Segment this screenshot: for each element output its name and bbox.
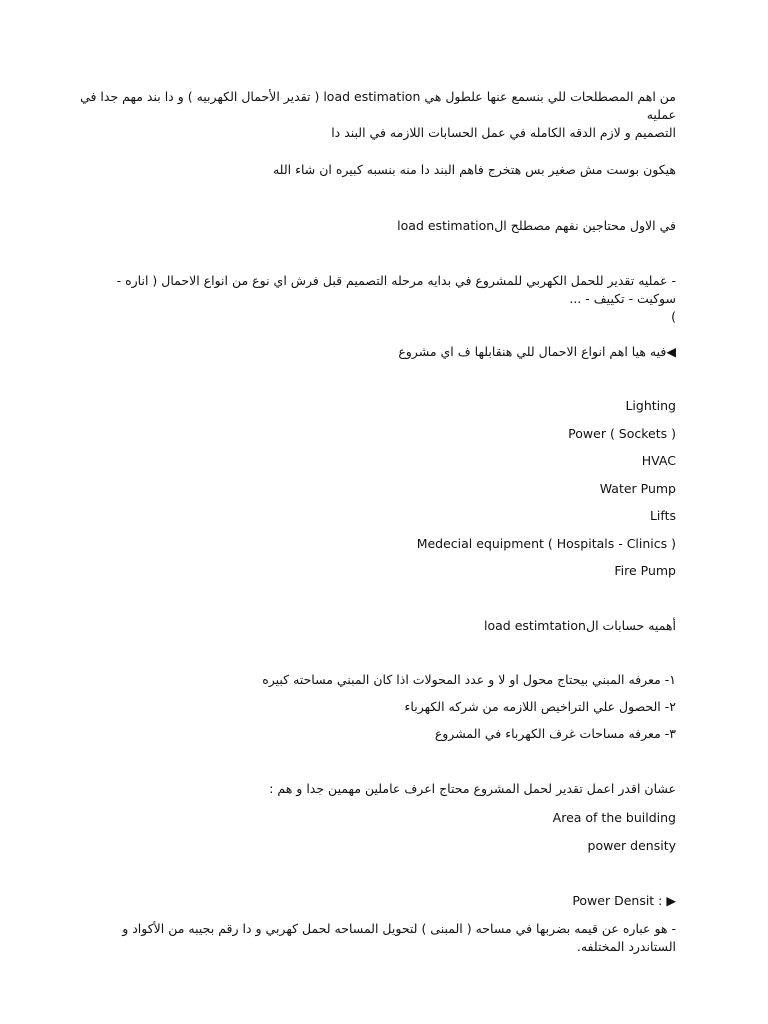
- load-type-item: Lighting: [625, 398, 676, 413]
- document-page: [80, 0, 676, 1024]
- heading-understand: [92, 217, 676, 235]
- load-type-item: Lifts: [649, 508, 676, 523]
- importance-list: [92, 671, 676, 743]
- heading-power-density: [92, 892, 676, 910]
- heading-importance: [92, 617, 676, 635]
- load-types-list: [92, 397, 676, 580]
- load-type-item: Medecial equipment ( Hospitals - Clinics ): [416, 535, 676, 551]
- heading-types-text: فيه هيا اهم انواع الاحمال للي هنقابلها ف اي مشروع: [398, 344, 667, 359]
- heading-importance-text: أهميه حسابات الload estimtation: [484, 618, 676, 633]
- definition-line-1: - عمليه تقدير للحمل الكهربي للمشروع في بدايه مرحله التصميم قبل فرش اي نوع من انواع الاحمال ( اناره - سوكيت - تكييف - ...: [116, 273, 676, 306]
- factor-item: Area of the building: [552, 810, 676, 825]
- definition-paragraph: [80, 272, 676, 326]
- post-note: [92, 161, 676, 179]
- load-type-item: Fire Pump: [614, 563, 676, 578]
- definition-line-2: ): [671, 309, 676, 324]
- power-density-definition-text: - هو عباره عن قيمه بضربها في مساحه ( المبنى ) لتحويل المساحه لحمل كهربي و دا رقم بجيبه من الأكواد و الستاندرد المختلفه.: [122, 921, 676, 954]
- intro-line-2: التصميم و لازم الدقه الكامله في عمل الحسابات اللازمه في البند دا: [331, 125, 676, 140]
- importance-item: ١- معرفه المبني بيحتاج محول او لا و عدد المحولات اذا كان المبني مساحته كبيره: [262, 672, 676, 687]
- arrow-left-icon: ◀: [666, 344, 676, 359]
- arrow-right-icon: ▶: [666, 893, 676, 908]
- importance-item: ٢- الحصول علي التراخيص اللازمه من شركه الكهرباء: [404, 699, 676, 714]
- heading-power-density-text: Power Densit :: [572, 893, 667, 908]
- intro-line-1: من اهم المصطلحات للي بنسمع عنها علطول هي load estimation ( تقدير الأحمال الكهربيه ) و دا بند مهم جدا في عمليه: [80, 89, 676, 122]
- load-type-item: Water Pump: [599, 480, 676, 496]
- factors-list: [92, 809, 676, 855]
- load-type-item: Power ( Sockets ): [568, 425, 676, 441]
- post-note-text: هيكون بوست مش صغير بس هتخرج فاهم البند دا منه بنسبه كبيره ان شاء الله: [272, 162, 676, 177]
- heading-types: [92, 343, 676, 361]
- intro-paragraph: [80, 88, 676, 142]
- heading-factors: [92, 780, 676, 798]
- heading-factors-text: عشان اقدر اعمل تقدير لحمل المشروع محتاج اعرف عاملين مهمين جدا و هم :: [269, 781, 676, 796]
- importance-item: ٣- معرفه مساحات غرف الكهرباء في المشروع: [434, 726, 676, 741]
- heading-understand-text: في الاول محتاجين نفهم مصطلح الload estimation: [397, 218, 676, 233]
- factor-item: power density: [587, 838, 676, 853]
- power-density-definition: [80, 920, 676, 956]
- load-type-item: HVAC: [641, 453, 676, 468]
